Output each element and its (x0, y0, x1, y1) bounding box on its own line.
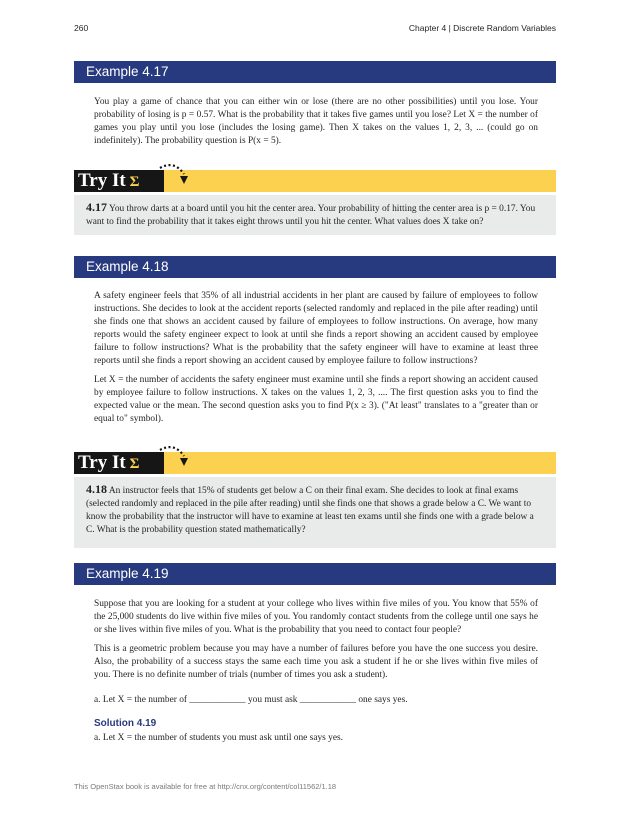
sigma-icon: Σ (129, 456, 140, 472)
try-it-text: Try It (78, 452, 126, 473)
chapter-title: Chapter 4 | Discrete Random Variables (408, 23, 556, 33)
solution-text: a. Let X = the number of students you must ask until one says yes. (94, 733, 344, 743)
example-4-17-text: You play a game of chance that you can either win or lose (there are no other possibilities) until you lose. Your probability of losing is p = 0.57. What is the probability that it takes five games until you lose? Let X = the number of games you play until you lose (includes the losing game). Then X takes on the values 1, 2, 3, ... (could go on indefinitely). The probability question is P(x = 5). (94, 97, 538, 146)
try-it-number: 4.18 (86, 482, 107, 496)
try-it-text-body: You throw darts at a board until you hit the center area. Your probability of hitting the center area is p = 0.17. You want to find the probability that it takes eight throws until you hit the center. What values does X take on? (86, 204, 536, 227)
try-it-4-18-box (74, 477, 556, 548)
example-4-19-question: a. Let X = the number of ____________ you must ask ____________ one says yes. (94, 695, 408, 705)
example-4-17-body (94, 96, 538, 154)
page-number: 260 (74, 23, 89, 33)
footer-note: This OpenStax book is available for free at http://cnx.org/content/col11562/1.18 (74, 782, 337, 791)
example-4-19-title: Example 4.19 (74, 563, 556, 585)
try-it-text-body: An instructor feels that 15% of students get below a C on their final exam. She decides to look at final exams (selected randomly and replaced in the pile after reading) until she finds one that shows a grade below a C. We want to know the probability that the instructor will have to examine at least ten exams until she finds one with a grade below a C. What is the probability question stated mathematically? (86, 486, 534, 535)
dotted-arrow-icon (156, 160, 192, 190)
example-4-19-body (94, 598, 538, 751)
dotted-arrow-icon (156, 442, 192, 472)
try-it-number: 4.17 (86, 200, 107, 214)
solution-title: Solution 4.19 (94, 718, 157, 729)
example-4-17-title: Example 4.17 (74, 61, 556, 83)
try-it-4-18-label (74, 452, 164, 474)
example-4-18-para2: Let X = the number of accidents the safety engineer must examine until she finds a report showing an accident caused by employee failure to follow instructions. X takes on the values 1, 2, 3, .... The first question asks you to find the expected value or the mean. The second question asks you to find P(x ≥ 3). ("At least" translates to a "greater than or equal to" symbol). (94, 375, 538, 424)
sigma-icon: Σ (129, 174, 140, 190)
example-4-19-para1: Suppose that you are looking for a student at your college who lives within five miles of you. You know that 55% of the 25,000 students do live within five miles of you. You randomly contact students from the college until one says he or she lives within five miles of you. What is the probability that you need to contact four people? (94, 599, 538, 635)
example-4-18-body (94, 290, 538, 432)
try-it-4-17-box (74, 195, 556, 235)
try-it-4-17-label (74, 170, 164, 192)
example-4-18-title: Example 4.18 (74, 256, 556, 278)
example-4-19-para2: This is a geometric problem because you may have a number of failures before you have the one success you desire. Also, the probability of a success stays the same each time you ask a student if he or she lives within five miles of you. There is no definite number of trials (number of times you ask a student). (94, 644, 538, 680)
try-it-text: Try It (78, 170, 126, 191)
example-4-18-para1: A safety engineer feels that 35% of all industrial accidents in her plant are caused by failure of employees to follow instructions. She decides to look at the accident reports (selected randomly and replaced in the pile after reading) until she finds one that shows an accident caused by failure of employees to follow instructions. On average, how many reports would the safety engineer expect to look at until she finds a report showing an accident caused by employee failure to follow instructions? What is the probability that the safety engineer will have to examine at least three reports until she finds a report showing an accident caused by employee failure to follow instructions? (94, 291, 538, 366)
